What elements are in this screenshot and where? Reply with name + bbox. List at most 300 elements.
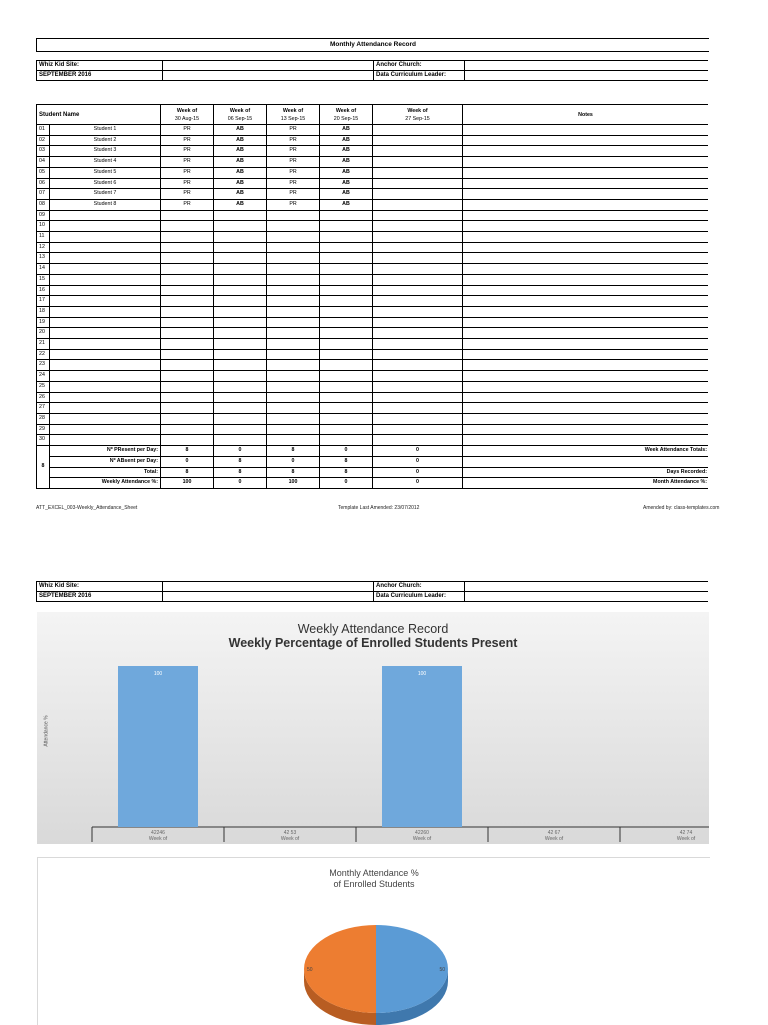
student-name-cell [50,296,161,307]
attendance-cell[interactable] [267,221,320,232]
attendance-cell[interactable] [373,339,463,350]
attendance-cell[interactable]: PR [267,178,320,189]
attendance-cell[interactable] [373,403,463,414]
table-row [37,199,709,210]
notes-cell[interactable] [463,242,709,253]
attendance-cell[interactable] [373,253,463,264]
attendance-cell[interactable] [214,296,267,307]
table-row [37,424,709,435]
attendance-cell[interactable]: PR [161,189,214,200]
bar [382,666,462,827]
notes-cell[interactable] [463,178,709,189]
summary-label: Nº PResent per Day: [50,446,161,457]
footer-amended-date: Template Last Amended: 23/07/2012 [338,505,420,511]
attendance-cell[interactable]: AB [320,178,373,189]
week-header: Week of 13 Sep-15 [267,105,320,125]
attendance-cell[interactable]: PR [161,125,214,136]
leader-label: Data Curriculum Leader: [374,71,465,81]
attendance-cell[interactable] [214,403,267,414]
table-row [37,125,709,136]
row-number: 22 [37,349,50,360]
attendance-cell[interactable] [373,435,463,446]
attendance-cell[interactable] [267,210,320,221]
attendance-cell[interactable]: AB [320,157,373,168]
row-number: 10 [37,221,50,232]
table-row [37,135,709,146]
x-tick-sublabel: Week of [280,836,300,842]
attendance-cell[interactable] [267,285,320,296]
x-tick-label: 42 53 [283,830,297,836]
attendance-cell[interactable]: PR [267,167,320,178]
attendance-cell[interactable] [214,413,267,424]
row-number: 26 [37,392,50,403]
row-number: 04 [37,157,50,168]
student-name-cell [50,274,161,285]
table-row [37,349,709,360]
row-number: 29 [37,424,50,435]
row-number: 17 [37,296,50,307]
attendance-cell[interactable]: PR [267,146,320,157]
student-name-cell: Student 2 [50,135,161,146]
attendance-cell[interactable]: PR [161,199,214,210]
table-row [37,296,709,307]
attendance-cell[interactable] [373,328,463,339]
attendance-cell[interactable]: PR [161,178,214,189]
record-title: Monthly Attendance Record [36,38,709,52]
attendance-cell[interactable] [161,435,214,446]
attendance-cell[interactable] [267,403,320,414]
notes-cell[interactable] [463,403,709,414]
attendance-cell[interactable] [373,274,463,285]
table-row [37,167,709,178]
attendance-cell[interactable] [373,242,463,253]
attendance-cell[interactable] [214,221,267,232]
row-number: 07 [37,189,50,200]
notes-cell[interactable] [463,381,709,392]
attendance-cell[interactable] [373,360,463,371]
pie-data-label: 50 [306,967,313,973]
attendance-cell[interactable] [161,306,214,317]
attendance-cell[interactable] [320,306,373,317]
student-name-cell: Student 5 [50,167,161,178]
notes-header: Notes [463,105,709,125]
attendance-cell[interactable] [267,371,320,382]
attendance-cell[interactable] [161,274,214,285]
summary-value: 0 [161,456,214,467]
attendance-cell[interactable] [161,371,214,382]
attendance-cell[interactable] [373,392,463,403]
attendance-cell[interactable] [373,424,463,435]
attendance-cell[interactable] [373,413,463,424]
attendance-cell[interactable] [267,360,320,371]
table-row [37,264,709,275]
notes-cell[interactable] [463,328,709,339]
attendance-cell[interactable] [373,232,463,243]
summary-value: 0 [373,446,463,457]
attendance-cell[interactable]: AB [214,189,267,200]
attendance-cell[interactable] [267,328,320,339]
attendance-cell[interactable] [214,232,267,243]
row-number: 05 [37,167,50,178]
row-number: 24 [37,371,50,382]
attendance-cell[interactable]: AB [214,146,267,157]
row-number: 27 [37,403,50,414]
attendance-cell[interactable] [320,242,373,253]
week-header: Week of 06 Sep-15 [214,105,267,125]
table-row [37,328,709,339]
notes-cell[interactable] [463,306,709,317]
attendance-cell[interactable] [373,296,463,307]
summary-value: 8 [214,467,267,478]
attendance-cell[interactable] [161,232,214,243]
attendance-cell[interactable] [214,392,267,403]
attendance-cell[interactable] [161,296,214,307]
table-row [37,232,709,243]
attendance-cell[interactable] [320,210,373,221]
attendance-cell[interactable] [373,167,463,178]
table-row [37,274,709,285]
attendance-cell[interactable] [161,403,214,414]
summary-value: 100 [161,478,214,489]
row-number: 11 [37,232,50,243]
attendance-cell[interactable] [214,306,267,317]
student-name-cell [50,317,161,328]
table-row [37,221,709,232]
notes-cell[interactable] [463,349,709,360]
attendance-cell[interactable]: AB [214,135,267,146]
attendance-cell[interactable] [161,360,214,371]
month-label: SEPTEMBER 2016 [37,592,163,602]
summary-value: 8 [320,467,373,478]
attendance-cell[interactable] [373,306,463,317]
notes-cell[interactable] [463,317,709,328]
summary-row [37,446,709,457]
attendance-cell[interactable]: AB [320,125,373,136]
row-number: 03 [37,146,50,157]
notes-cell[interactable] [463,274,709,285]
row-number: 16 [37,285,50,296]
summary-label: Total: [50,467,161,478]
student-name-cell [50,306,161,317]
student-name-cell [50,328,161,339]
attendance-cell[interactable] [320,317,373,328]
student-name-cell: Student 3 [50,146,161,157]
table-row [37,146,709,157]
attendance-cell[interactable] [214,210,267,221]
attendance-cell[interactable]: PR [161,167,214,178]
attendance-cell[interactable] [267,253,320,264]
attendance-cell[interactable] [267,264,320,275]
attendance-cell[interactable] [161,339,214,350]
attendance-cell[interactable]: PR [267,157,320,168]
notes-cell[interactable] [463,189,709,200]
x-tick-sublabel: Week of [544,836,564,842]
attendance-cell[interactable] [267,317,320,328]
attendance-cell[interactable] [161,317,214,328]
x-tick-label: 42 74 [679,830,693,836]
notes-cell[interactable] [463,221,709,232]
attendance-cell[interactable] [267,392,320,403]
attendance-cell[interactable] [267,339,320,350]
notes-cell[interactable] [463,146,709,157]
attendance-cell[interactable] [320,232,373,243]
table-row [37,253,709,264]
attendance-cell[interactable]: AB [320,167,373,178]
attendance-cell[interactable] [373,349,463,360]
attendance-cell[interactable]: PR [267,135,320,146]
student-name-cell [50,371,161,382]
bar [118,666,198,827]
attendance-cell[interactable]: AB [320,146,373,157]
attendance-cell[interactable] [161,349,214,360]
attendance-cell[interactable] [161,210,214,221]
student-name-cell: Student 4 [50,157,161,168]
attendance-cell[interactable] [161,242,214,253]
row-number: 20 [37,328,50,339]
notes-cell[interactable] [463,435,709,446]
row-number: 15 [37,274,50,285]
x-tick-label: 42246 [151,830,165,836]
table-row [37,242,709,253]
summary-value: 8 [320,456,373,467]
attendance-cell[interactable] [214,328,267,339]
table-row [37,210,709,221]
attendance-cell[interactable]: AB [320,199,373,210]
leader-value [465,71,709,81]
student-name-cell [50,392,161,403]
notes-cell[interactable] [463,339,709,350]
church-value [465,582,709,592]
attendance-cell[interactable] [214,339,267,350]
notes-cell[interactable] [463,125,709,136]
notes-cell[interactable] [463,371,709,382]
attendance-cell[interactable] [320,349,373,360]
attendance-cell[interactable] [214,424,267,435]
attendance-cell[interactable]: PR [267,199,320,210]
attendance-cell[interactable] [214,285,267,296]
attendance-cell[interactable]: PR [161,135,214,146]
notes-cell[interactable] [463,253,709,264]
student-name-cell [50,285,161,296]
table-row [37,413,709,424]
x-tick-label: 42 67 [547,830,561,836]
attendance-cell[interactable] [161,264,214,275]
attendance-cell[interactable] [373,157,463,168]
attendance-cell[interactable] [373,135,463,146]
notes-cell[interactable] [463,210,709,221]
attendance-cell[interactable] [320,435,373,446]
attendance-cell[interactable] [214,242,267,253]
attendance-cell[interactable] [161,424,214,435]
student-name-cell [50,339,161,350]
row-number: 30 [37,435,50,446]
footer-file-name: ATT_EXCEL_003-Weekly_Attendance_Sheet [36,505,138,511]
attendance-cell[interactable] [320,413,373,424]
bar-data-label: 100 [153,671,163,677]
attendance-cell[interactable] [267,242,320,253]
attendance-cell[interactable] [373,371,463,382]
attendance-cell[interactable]: AB [320,189,373,200]
summary-label: Weekly Attendance %: [50,478,161,489]
attendance-cell[interactable] [373,199,463,210]
attendance-cell[interactable] [320,424,373,435]
attendance-cell[interactable] [320,381,373,392]
attendance-cell[interactable] [320,403,373,414]
notes-cell[interactable] [463,232,709,243]
student-name-cell: Student 7 [50,189,161,200]
attendance-cell[interactable]: AB [214,178,267,189]
monthly-attendance-chart [37,857,710,1025]
site-value [163,582,374,592]
attendance-cell[interactable] [373,221,463,232]
notes-cell[interactable] [463,167,709,178]
attendance-cell[interactable]: AB [214,199,267,210]
attendance-cell[interactable] [214,253,267,264]
row-number: 01 [37,125,50,136]
student-name-cell [50,424,161,435]
attendance-cell[interactable] [161,253,214,264]
summary-value: 8 [161,467,214,478]
row-number: 23 [37,360,50,371]
table-row [37,306,709,317]
attendance-cell[interactable] [320,371,373,382]
table-row [37,285,709,296]
chart-subtitle: Weekly Percentage of Enrolled Students Present [228,636,518,650]
summary-note: Month Attendance %: [463,478,709,489]
attendance-cell[interactable]: PR [161,146,214,157]
notes-cell[interactable] [463,413,709,424]
row-number: 06 [37,178,50,189]
summary-value: 0 [320,478,373,489]
student-name-cell [50,435,161,446]
attendance-cell[interactable] [373,210,463,221]
table-row [37,178,709,189]
notes-cell[interactable] [463,296,709,307]
student-name-cell [50,242,161,253]
attendance-cell[interactable] [214,264,267,275]
attendance-cell[interactable] [161,285,214,296]
attendance-cell[interactable]: AB [320,135,373,146]
summary-value: 0 [267,456,320,467]
x-tick-label: 42260 [415,830,429,836]
attendance-cell[interactable] [161,328,214,339]
notes-cell[interactable] [463,135,709,146]
x-tick-sublabel: Week of [412,836,432,842]
attendance-cell[interactable] [267,274,320,285]
attendance-cell[interactable] [161,381,214,392]
summary-note [463,456,709,467]
row-number: 02 [37,135,50,146]
notes-cell[interactable] [463,157,709,168]
attendance-cell[interactable] [267,349,320,360]
student-name-cell: Student 6 [50,178,161,189]
attendance-cell[interactable] [373,381,463,392]
attendance-cell[interactable] [320,264,373,275]
attendance-cell[interactable] [214,317,267,328]
attendance-cell[interactable] [320,285,373,296]
table-row [37,392,709,403]
attendance-cell[interactable] [373,189,463,200]
site-label: Whiz Kid Site: [37,582,163,592]
attendance-cell[interactable] [320,339,373,350]
attendance-cell[interactable] [214,435,267,446]
attendance-cell[interactable] [214,381,267,392]
attendance-cell[interactable]: AB [214,167,267,178]
student-name-cell [50,264,161,275]
attendance-cell[interactable] [214,274,267,285]
notes-cell[interactable] [463,285,709,296]
attendance-cell[interactable] [320,360,373,371]
attendance-cell[interactable] [373,146,463,157]
notes-cell[interactable] [463,392,709,403]
pie-subtitle: of Enrolled Students [333,879,415,889]
table-row [37,403,709,414]
attendance-cell[interactable] [320,253,373,264]
attendance-cell[interactable] [214,360,267,371]
attendance-cell[interactable]: PR [267,189,320,200]
week-header: Week of 20 Sep-15 [320,105,373,125]
attendance-cell[interactable]: AB [214,125,267,136]
summary-row [37,478,709,489]
attendance-cell[interactable] [373,317,463,328]
summary-row [37,456,709,467]
notes-cell[interactable] [463,360,709,371]
row-number: 25 [37,381,50,392]
attendance-cell[interactable] [320,274,373,285]
notes-cell[interactable] [463,264,709,275]
attendance-cell[interactable] [267,424,320,435]
student-name-cell [50,403,161,414]
attendance-cell[interactable] [320,221,373,232]
notes-cell[interactable] [463,199,709,210]
attendance-cell[interactable] [373,264,463,275]
attendance-cell[interactable] [267,435,320,446]
summary-value: 8 [214,456,267,467]
attendance-cell[interactable] [373,178,463,189]
attendance-cell[interactable] [320,392,373,403]
notes-cell[interactable] [463,424,709,435]
attendance-cell[interactable] [161,392,214,403]
attendance-cell[interactable] [214,371,267,382]
attendance-cell[interactable] [320,328,373,339]
student-name-cell: Student 8 [50,199,161,210]
attendance-cell[interactable]: AB [214,157,267,168]
row-number: 14 [37,264,50,275]
attendance-cell[interactable]: PR [267,125,320,136]
attendance-cell[interactable] [267,381,320,392]
attendance-cell[interactable] [373,285,463,296]
row-number: 12 [37,242,50,253]
summary-count: 8 [37,446,50,489]
attendance-cell[interactable] [161,221,214,232]
attendance-cell[interactable] [267,306,320,317]
bar-data-label: 100 [417,671,427,677]
attendance-cell[interactable] [267,296,320,307]
attendance-cell[interactable] [267,413,320,424]
footer-amended-by: Amended by: class-templates.com [643,505,720,511]
summary-note: Week Attendance Totals: [463,446,709,457]
student-name-cell [50,360,161,371]
x-tick-sublabel: Week of [676,836,696,842]
attendance-cell[interactable] [267,232,320,243]
attendance-cell[interactable]: PR [161,157,214,168]
attendance-cell[interactable] [161,413,214,424]
attendance-cell[interactable] [214,349,267,360]
attendance-cell[interactable] [320,296,373,307]
summary-value: 0 [373,467,463,478]
table-row [37,435,709,446]
attendance-cell[interactable] [373,125,463,136]
